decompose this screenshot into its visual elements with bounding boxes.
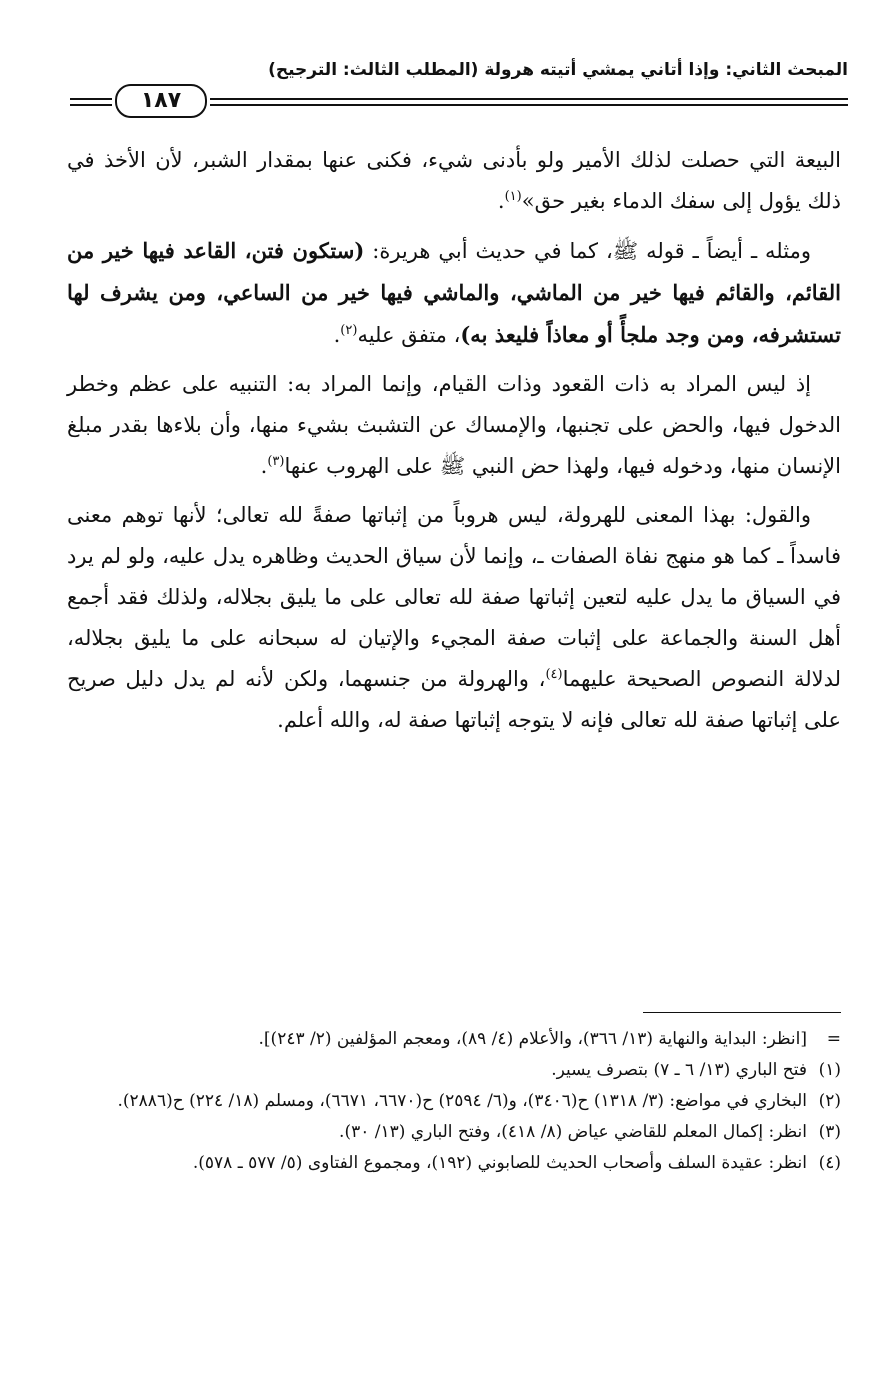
footnote-3-mark: (٣) bbox=[818, 1122, 841, 1142]
footnote-separator bbox=[643, 1012, 841, 1013]
paragraph-2-intro: ومثله ـ أيضاً ـ قوله ﷺ، كما في حديث أبي هريرة: bbox=[364, 239, 811, 263]
paragraph-3-text: إذ ليس المراد به ذات القعود وذات القيام، وإنما المراد به: التنبيه على عظم وخطر الدخول فيها، والحض على تجنبها، والإمساك عن التشبث بشيء منها، وأن بلاءها بقدر مبلغ الإنسان منها، ودخوله فيها، ولهذا حض النبي ﷺ على الهروب عنها bbox=[67, 372, 841, 478]
paragraph-1-text: البيعة التي حصلت لذلك الأمير ولو بأدنى شيء، فكنى عنها بمقدار الشبر، لأن الأخذ في ذلك يؤول إلى سفك الدماء بغير حق» bbox=[67, 148, 841, 213]
paragraph-4 bbox=[67, 495, 841, 741]
footnote-ref-3: (٣) bbox=[267, 454, 285, 469]
main-text bbox=[67, 140, 841, 749]
paragraph-1-end: . bbox=[497, 189, 505, 213]
footnote-2-mark: (٢) bbox=[818, 1091, 841, 1111]
header-rule-right bbox=[210, 98, 848, 106]
footnote-2 bbox=[67, 1086, 841, 1117]
footnote-cont-mark: = bbox=[826, 1029, 841, 1049]
footnote-4-text: انظر: عقيدة السلف وأصحاب الحديث للصابوني (١٩٢)، ومجموع الفتاوى (٥/ ٥٧٧ ـ ٥٧٨). bbox=[192, 1153, 807, 1173]
paragraph-4-text-a: والقول: بهذا المعنى للهرولة، ليس هروباً من إثباتها صفةً لله تعالى؛ لأنها توهم معنى فاسداً ـ كما هو منهج نفاة الصفات ـ، وإنما لأن سياق الحديث وظاهره يدل عليه، ولو لم يرد في السياق ما يدل عليه لتعين إثباتها صفة لله تعالى على ما يليق بجلاله، ولذلك فقد أجمع أهل السنة والجماعة على إثبات صفة المجيء والإتيان له سبحانه على ما يليق بجلاله، لدلالة النصوص الصحيحة عليهما bbox=[67, 503, 841, 691]
footnote-1-text: فتح الباري (١٣/ ٦ ـ ٧) بتصرف يسير. bbox=[551, 1060, 807, 1080]
paragraph-2-end: . bbox=[333, 323, 341, 347]
footnote-continuation bbox=[67, 1024, 841, 1055]
footnote-4 bbox=[67, 1148, 841, 1179]
footnote-1 bbox=[67, 1055, 841, 1086]
page-number: ١٨٧ bbox=[115, 84, 207, 118]
paragraph-3 bbox=[67, 364, 841, 487]
hadith-quote: (ستكون فتن، القاعد فيها خير من القائم، والقائم فيها خير من الماشي، والماشي فيها خير من الساعي، ومن يشرف لها تستشرفه، ومن وجد ملجأً أو معاذاً فليعذ به) bbox=[67, 238, 841, 347]
paragraph-4-text-b: ، والهرولة من جنسهما، ولكن لأنه لم يدل دليل صريح على إثباتها صفة لله تعالى فإنه لا يتوجه إثباتها صفة له، والله أعلم. bbox=[67, 667, 841, 732]
footnote-2-text: البخاري في مواضع: (٣/ ١٣١٨) ح(٣٤٠٦)، و(٦/ ٢٥٩٤) ح(٦٦٧٠، ٦٦٧١)، ومسلم (١٨/ ٢٢٤) ح(٢٨٨٦). bbox=[117, 1091, 807, 1111]
footnotes bbox=[67, 1024, 841, 1179]
footnote-3 bbox=[67, 1117, 841, 1148]
header-rule-left bbox=[70, 98, 112, 106]
running-header bbox=[70, 60, 848, 120]
footnote-ref-1: (١) bbox=[504, 189, 522, 204]
footnote-ref-4: (٤) bbox=[545, 667, 563, 682]
paragraph-3-end: . bbox=[260, 454, 268, 478]
footnote-cont-text: [انظر: البداية والنهاية (١٣/ ٣٦٦)، والأعلام (٤/ ٨٩)، ومعجم المؤلفين (٢/ ٢٤٣)]. bbox=[258, 1029, 807, 1049]
footnote-ref-2: (٢) bbox=[340, 323, 358, 338]
footnote-1-mark: (١) bbox=[818, 1060, 841, 1080]
paragraph-2-after: ، متفق عليه bbox=[357, 323, 461, 347]
paragraph-1 bbox=[67, 140, 841, 222]
header-title: المبحث الثاني: وإذا أتاني يمشي أتيته هرولة (المطلب الثالث: الترجيح) bbox=[268, 60, 848, 80]
paragraph-2 bbox=[67, 230, 841, 356]
footnote-4-mark: (٤) bbox=[818, 1153, 841, 1173]
footnote-3-text: انظر: إكمال المعلم للقاضي عياض (٨/ ٤١٨)، وفتح الباري (١٣/ ٣٠). bbox=[339, 1122, 807, 1142]
